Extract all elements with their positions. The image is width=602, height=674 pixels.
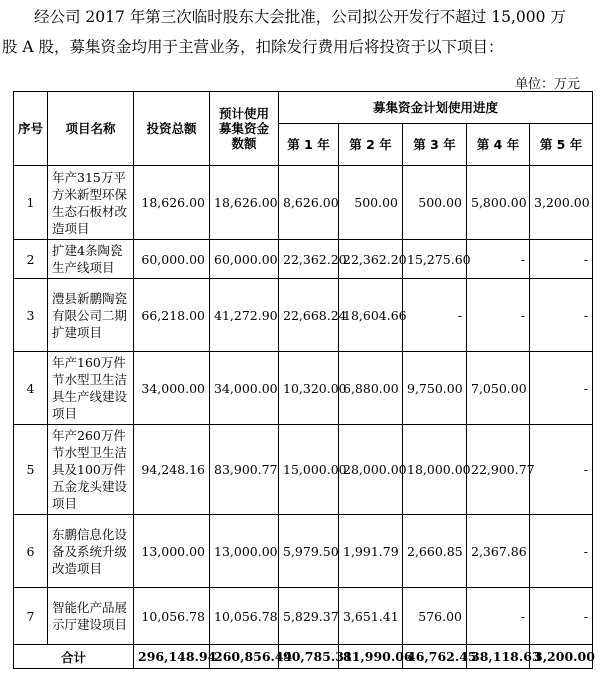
row-year-2: 1,991.79: [339, 515, 403, 588]
row-project-name: 扩建4条陶瓷生产线项目: [48, 240, 134, 279]
row-year-4: -: [467, 279, 530, 352]
row-total-investment: 94,248.16: [134, 425, 210, 515]
row-year-5: 3,200.00: [530, 166, 593, 240]
table-row: [14, 166, 593, 240]
row-project-name: 年产160万件节水型卫生洁具生产线建设项目: [48, 352, 134, 425]
row-year-4: -: [467, 240, 530, 279]
row-year-5: -: [530, 279, 593, 352]
row-seq: 4: [14, 352, 48, 425]
row-year-5: -: [530, 515, 593, 588]
row-project-name: 智能化产品展示厅建设项目: [48, 588, 134, 645]
unit-label: 单位：万元: [514, 77, 580, 92]
row-project-name: 东鹏信息化设备及系统升级改造项目: [48, 515, 134, 588]
header-year-1: 第 1 年: [279, 124, 339, 166]
row-year-3: 500.00: [403, 166, 467, 240]
row-year-3: 9,750.00: [403, 352, 467, 425]
header-progress: 募集资金计划使用进度: [279, 92, 593, 124]
header-year-2: 第 2 年: [339, 124, 403, 166]
row-year-1: 22,668.24: [279, 279, 339, 352]
row-year-1: 15,000.00: [279, 425, 339, 515]
intro-line-1: 经公司 2017 年第三次临时股东大会批准，公司拟公开发行不超过 15,000 万: [34, 8, 566, 26]
total-year-5: 3,200.00: [530, 645, 593, 669]
row-year-4: 2,367.86: [467, 515, 530, 588]
table-row: [14, 425, 593, 515]
row-year-2: 18,604.66: [339, 279, 403, 352]
row-total-investment: 10,056.78: [134, 588, 210, 645]
total-investment: 296,148.94: [134, 645, 210, 669]
row-total-investment: 18,626.00: [134, 166, 210, 240]
row-seq: 2: [14, 240, 48, 279]
row-year-3: 576.00: [403, 588, 467, 645]
row-total-investment: 13,000.00: [134, 515, 210, 588]
row-year-1: 22,362.20: [279, 240, 339, 279]
header-planned-use: 预计使用募集资金数额: [210, 92, 279, 166]
row-total-investment: 60,000.00: [134, 240, 210, 279]
row-total-investment: 34,000.00: [134, 352, 210, 425]
row-planned-use: 34,000.00: [210, 352, 279, 425]
row-planned-use: 10,056.78: [210, 588, 279, 645]
row-year-1: 5,829.37: [279, 588, 339, 645]
total-label: 合计: [14, 645, 134, 669]
row-seq: 1: [14, 166, 48, 240]
total-year-4: 38,118.63: [467, 645, 530, 669]
row-year-2: 28,000.00: [339, 425, 403, 515]
intro-line-2: 股 A 股，募集资金均用于主营业务，扣除发行费用后将投资于以下项目：: [2, 38, 504, 56]
table-total-row: [14, 645, 593, 669]
row-year-1: 8,626.00: [279, 166, 339, 240]
row-planned-use: 18,626.00: [210, 166, 279, 240]
row-year-2: 22,362.20: [339, 240, 403, 279]
row-year-4: 5,800.00: [467, 166, 530, 240]
table-row: [14, 352, 593, 425]
row-seq: 6: [14, 515, 48, 588]
header-year-3: 第 3 年: [403, 124, 467, 166]
header-year-4: 第 4 年: [467, 124, 530, 166]
row-year-5: -: [530, 240, 593, 279]
row-year-5: -: [530, 588, 593, 645]
row-seq: 7: [14, 588, 48, 645]
header-year-5: 第 5 年: [530, 124, 593, 166]
table-row: [14, 588, 593, 645]
row-year-5: -: [530, 352, 593, 425]
total-year-1: 90,785.31: [279, 645, 339, 669]
total-year-2: 81,990.06: [339, 645, 403, 669]
fund-usage-table: [13, 91, 593, 669]
total-year-3: 46,762.45: [403, 645, 467, 669]
row-year-4: 7,050.00: [467, 352, 530, 425]
table-row: [14, 279, 593, 352]
table-row: [14, 515, 593, 588]
table-row: [14, 240, 593, 279]
row-total-investment: 66,218.00: [134, 279, 210, 352]
row-project-name: 澧县新鹏陶瓷有限公司二期扩建项目: [48, 279, 134, 352]
row-project-name: 年产315万平方米新型环保生态石板材改造项目: [48, 166, 134, 240]
row-year-3: -: [403, 279, 467, 352]
row-year-1: 5,979.50: [279, 515, 339, 588]
row-seq: 5: [14, 425, 48, 515]
row-seq: 3: [14, 279, 48, 352]
row-year-1: 10,320.00: [279, 352, 339, 425]
row-project-name: 年产260万件节水型卫生洁具及100万件五金龙头建设项目: [48, 425, 134, 515]
row-year-2: 500.00: [339, 166, 403, 240]
row-planned-use: 41,272.90: [210, 279, 279, 352]
row-year-4: 22,900.77: [467, 425, 530, 515]
total-planned-use: 260,856.44: [210, 645, 279, 669]
row-planned-use: 60,000.00: [210, 240, 279, 279]
header-total-investment: 投资总额: [134, 92, 210, 166]
row-year-3: 15,275.60: [403, 240, 467, 279]
header-project-name: 项目名称: [48, 92, 134, 166]
row-planned-use: 13,000.00: [210, 515, 279, 588]
row-year-5: -: [530, 425, 593, 515]
row-planned-use: 83,900.77: [210, 425, 279, 515]
row-year-4: -: [467, 588, 530, 645]
row-year-2: 6,880.00: [339, 352, 403, 425]
row-year-3: 2,660.85: [403, 515, 467, 588]
row-year-3: 18,000.00: [403, 425, 467, 515]
row-year-2: 3,651.41: [339, 588, 403, 645]
header-seq: 序号: [14, 92, 48, 166]
